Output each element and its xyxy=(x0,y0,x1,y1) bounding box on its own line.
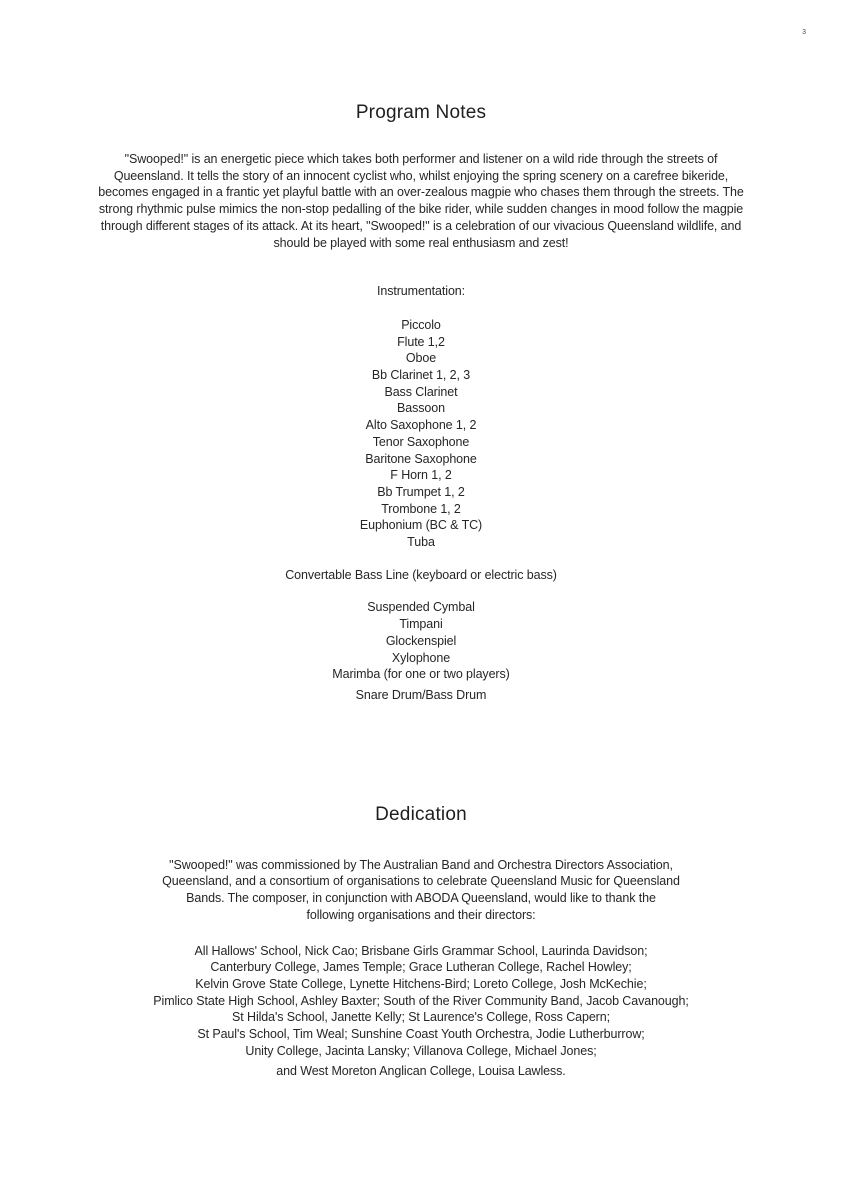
bass-line-note: Convertable Bass Line (keyboard or electric bass) xyxy=(285,567,557,582)
drums-item: Snare Drum/Bass Drum xyxy=(355,687,487,702)
instrument-item: Tuba xyxy=(407,535,435,550)
organisation-line: St Hilda's School, Janette Kelly; St Laurence's College, Ross Capern; xyxy=(232,1010,610,1025)
program-notes-title: Program Notes xyxy=(355,102,487,123)
paragraph-line: Bands. The composer, in conjunction with ABODA Queensland, would like to thank the xyxy=(186,891,656,906)
percussion-item: Glockenspiel xyxy=(385,633,457,648)
instrument-item: Alto Saxophone 1, 2 xyxy=(365,418,477,433)
paragraph-line: becomes engaged in a frantic yet playful battle with an over-zealous magpie who chases them through the streets. The xyxy=(98,185,744,200)
dedication-paragraph xyxy=(0,857,842,924)
organisation-line: Kelvin Grove State College, Lynette Hitchens-Bird; Loreto College, Josh McKechie; xyxy=(195,976,647,991)
instrument-item: Trombone 1, 2 xyxy=(381,501,461,516)
organisation-line: Unity College, Jacinta Lansky; Villanova College, Michael Jones; xyxy=(245,1043,597,1058)
instrument-item: Bass Clarinet xyxy=(384,384,458,399)
instrument-item: F Horn 1, 2 xyxy=(390,468,452,483)
organisation-line: Pimlico State High School, Ashley Baxter; South of the River Community Band, Jacob Cavanough; xyxy=(153,993,689,1008)
instrumentation-list xyxy=(0,317,842,551)
instrument-item: Flute 1,2 xyxy=(397,334,445,349)
percussion-item: Xylophone xyxy=(391,650,451,665)
paragraph-line: following organisations and their directors: xyxy=(306,907,536,922)
paragraph-line: Queensland, and a consortium of organisations to celebrate Queensland Music for Queensland xyxy=(162,874,680,889)
paragraph-line: "Swooped!" was commissioned by The Australian Band and Orchestra Directors Association, xyxy=(169,857,673,872)
paragraph-line: strong rhythmic pulse mimics the non-stop pedalling of the bike rider, while sudden changes in mood follow the magpie xyxy=(98,202,744,217)
organisations-list xyxy=(0,943,842,1060)
instrumentation-heading: Instrumentation: xyxy=(376,284,466,299)
instrument-item: Oboe xyxy=(405,351,437,366)
instrument-item: Baritone Saxophone xyxy=(365,451,477,466)
organisation-final-line: and West Moreton Anglican College, Louisa Lawless. xyxy=(276,1064,566,1079)
paragraph-line: "Swooped!" is an energetic piece which takes both performer and listener on a wild ride through the streets of xyxy=(124,152,718,166)
organisation-line: Canterbury College, James Temple; Grace Lutheran College, Rachel Howley; xyxy=(210,960,632,975)
program-notes-paragraph xyxy=(0,151,842,251)
dedication-title: Dedication xyxy=(375,803,467,825)
instrument-item: Euphonium (BC & TC) xyxy=(359,518,483,533)
percussion-item: Timpani xyxy=(399,617,443,632)
percussion-item: Suspended Cymbal xyxy=(367,600,475,615)
instrument-item: Piccolo xyxy=(401,317,441,332)
instrument-item: Bb Trumpet 1, 2 xyxy=(377,484,465,499)
organisation-line: St Paul's School, Tim Weal; Sunshine Coast Youth Orchestra, Jodie Lutherburrow; xyxy=(197,1027,645,1042)
organisation-line: All Hallows' School, Nick Cao; Brisbane Girls Grammar School, Laurinda Davidson; xyxy=(194,943,648,958)
percussion-list xyxy=(0,599,842,683)
instrument-item: Bb Clarinet 1, 2, 3 xyxy=(371,368,471,383)
paragraph-line: Queensland. It tells the story of an innocent cyclist who, whilst enjoying the spring scenery on a carefree bikeride, xyxy=(113,168,729,183)
paragraph-line: through different stages of its attack. At its heart, "Swooped!" is a celebration of our vivacious Queensland wildlife, and xyxy=(100,218,742,233)
paragraph-line: should be played with some real enthusiasm and zest! xyxy=(273,235,569,250)
percussion-item: Marimba (for one or two players) xyxy=(332,667,510,682)
instrument-item: Bassoon xyxy=(397,401,445,416)
page-number: 3 xyxy=(802,29,806,36)
instrument-item: Tenor Saxophone xyxy=(372,434,470,449)
